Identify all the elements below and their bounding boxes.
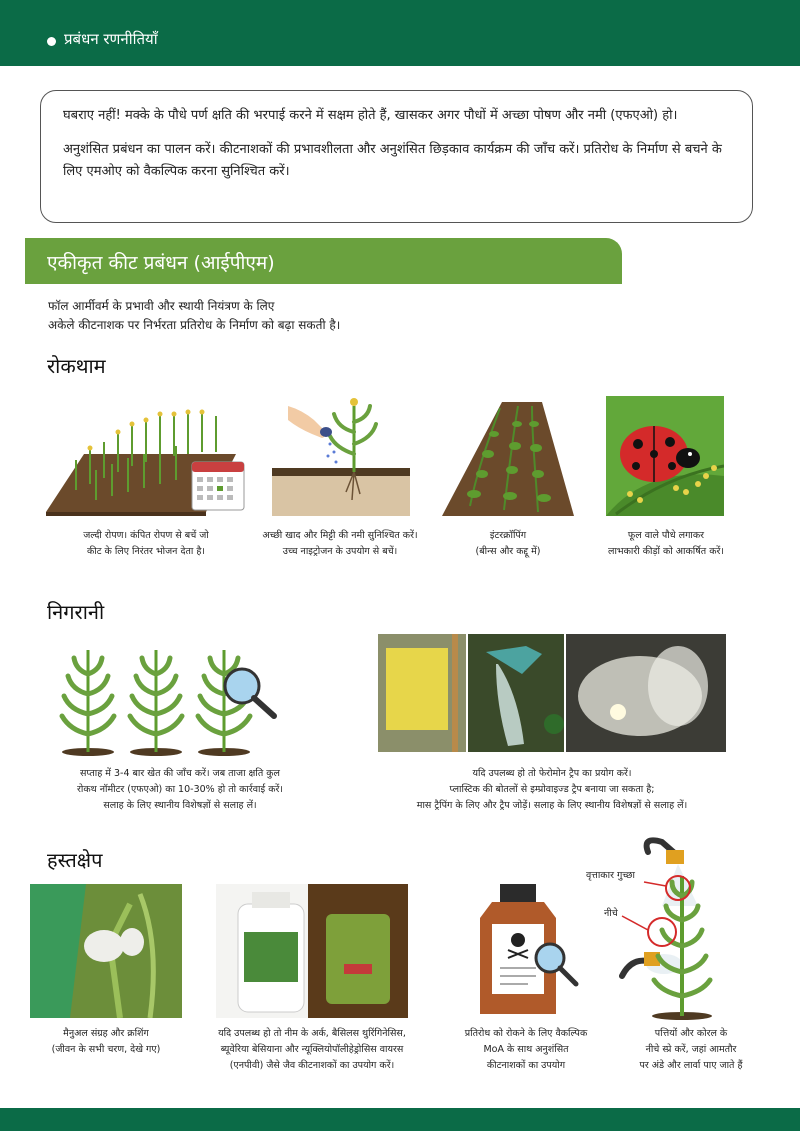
caption-line: पर अंडे और लार्वा पाए जाते हैं	[639, 1060, 743, 1071]
monitoring-caption-left	[40, 766, 320, 814]
ipm-intro-line-1: फॉल आर्मीवर्म के प्रभावी और स्थायी नियंत्रण के लिए	[48, 299, 275, 313]
caption-line: रोकथ नॉमीटर (एफएओ) का 10-30% हो तो कार्रवाई करें।	[77, 784, 283, 795]
intervention-caption-2	[196, 1026, 428, 1074]
bullet-icon	[47, 37, 56, 46]
caption-line: मैनुअल संग्रह और क्रशिंग	[63, 1028, 149, 1039]
caption-line: यदि उपलब्ध हो तो फेरोमोन ट्रैप का प्रयोग करें।	[472, 768, 632, 779]
caption-line: प्रतिरोध को रोकने के लिए वैकल्पिक	[464, 1028, 588, 1039]
whorl-label: वृत्ताकार गुच्छा	[586, 870, 635, 881]
prevention-caption-1	[46, 528, 246, 560]
manual-collection-photo	[30, 884, 182, 1018]
ipm-banner	[25, 238, 622, 284]
tip-box	[40, 90, 753, 223]
caption-line: कीट के लिए निरंतर भोजन देता है।	[86, 546, 206, 557]
caption-line: लाभकारी कीड़ों को आकर्षित करें।	[608, 546, 724, 557]
page-section-title: प्रबंधन रणनीतियाँ	[64, 30, 158, 48]
caption-line: ब्यूवेरिया बेसियाना और न्यूक्लियोपॉलीहेड्रोसिस वायरस	[220, 1044, 404, 1055]
caption-line: यदि उपलब्ध हो तो नीम के अर्क, बैसिलस थुरिंगिनेसिस,	[218, 1028, 406, 1039]
caption-line: मास ट्रैपिंग के लिए और ट्रैप जोड़ें। सलाह के लिए स्थानीय विशेषज्ञों से सलाह लें।	[416, 800, 688, 811]
pheromone-trap-photos	[378, 634, 726, 752]
caption-line: MoA के साथ अनुशंसित	[483, 1044, 569, 1055]
intercropping-illustration	[442, 396, 574, 516]
tip-paragraph-1: घबराए नहीं! मक्के के पौधे पर्ण क्षति की भरपाई करने में सक्षम होते हैं, खासकर अगर पौधों में अच्छा पोषण और नमी (एफएओ) हो।	[63, 108, 678, 123]
below-label: नीचे	[604, 908, 618, 919]
caption-line: पत्तियों और कोरल के	[654, 1028, 728, 1039]
tip-paragraph-2: अनुशंसित प्रबंधन का पालन करें। कीटनाशकों की प्रभावशीलता और अनुशंसित छिड़काव कार्यक्रम की जाँच करें। प्रतिरोध के निर्माण से बचने के लिए एमओए को वैकल्पिक करना सुनिश्चित करें।	[63, 142, 722, 179]
intervention-caption-1	[30, 1026, 182, 1058]
footer-bar	[0, 1108, 800, 1131]
targeted-spray-illustration	[582, 836, 762, 1020]
ipm-intro	[48, 297, 340, 335]
prevention-caption-4	[566, 528, 766, 560]
pesticide-bottle-icon	[470, 884, 582, 1020]
bio-pesticide-bottles-photo	[216, 884, 408, 1018]
caption-line: जल्दी रोपण। कंपित रोपण से बचें जो	[83, 530, 209, 541]
monitoring-title: निगरानी	[47, 600, 105, 624]
header-bar	[0, 0, 800, 66]
caption-line: कीटनाशकों का उपयोग	[486, 1060, 566, 1071]
field-scouting-illustration	[56, 644, 282, 758]
caption-line: (बीन्स और कद्दू में)	[475, 546, 541, 557]
intervention-title: हस्तक्षेप	[47, 848, 103, 872]
caption-line: (एनपीवी) जैसे जैव कीटनाशकों का उपयोग करें।	[229, 1060, 395, 1071]
caption-line: उच्च नाइट्रोजन के उपयोग से बचें।	[282, 546, 398, 557]
caption-line: सप्ताह में 3-4 बार खेत की जाँच करें। जब ताजा क्षति कुल	[79, 768, 280, 779]
caption-line: इंटरक्रॉपिंग	[489, 530, 527, 541]
monitoring-caption-right	[378, 766, 726, 814]
ipm-title: एकीकृत कीट प्रबंधन (आईपीएम)	[47, 252, 275, 274]
fertilizer-soil-illustration	[272, 392, 410, 516]
prevention-title: रोकथाम	[47, 354, 106, 378]
caption-line: प्लास्टिक की बोतलों से इम्प्रोवाइज्ड ट्रैप बनाया जा सकता है;	[449, 784, 655, 795]
caption-line: सलाह के लिए स्थानीय विशेषज्ञों से सलाह लें।	[103, 800, 257, 811]
caption-line: (जीवन के सभी चरण, देखे गए)	[51, 1044, 161, 1055]
caption-line: अच्छी खाद और मिट्टी की नमी सुनिश्चित करें।	[262, 530, 418, 541]
early-planting-illustration	[46, 404, 246, 516]
ipm-intro-line-2: अकेले कीटनाशक पर निर्भरता प्रतिरोध के निर्माण को बढ़ा सकती है।	[48, 318, 341, 332]
ladybug-illustration	[606, 396, 724, 516]
caption-line: फूल वाले पौधे लगाकर	[627, 530, 705, 541]
caption-line: नीचे स्प्रे करें, जहां आमतौर	[645, 1044, 737, 1055]
intervention-caption-4	[596, 1026, 786, 1074]
